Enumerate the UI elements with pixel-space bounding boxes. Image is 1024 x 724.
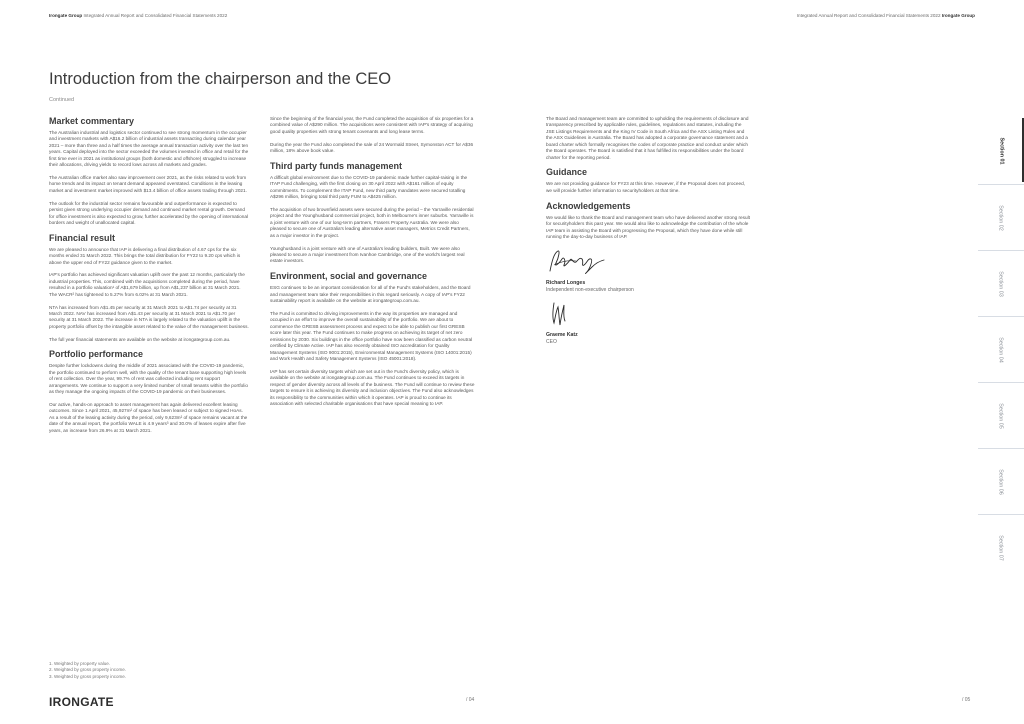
section-tab[interactable] — [978, 382, 1024, 448]
signature-richard-longes — [546, 247, 608, 277]
paragraph: IAP's portfolio has achieved significant valuation uplift over the past 12 months, particularly the industrial properties. This, combined with the acquisitions completed during the period, have resulted in a portfolio valuation¹ of A$1,679 billion, up from A$1,237 billion at 31 March 2021. The WACR² has tightened to 5.27% from 6.02% at 31 March 2021. — [49, 272, 245, 297]
paragraph: The Board and management team are committed to upholding the requirements of disclosure and transparency prescribed by applicable rules, guidelines, regulations and statutes, including the JSE Listings Requirements and the King IV Code in South Africa and the ASX Listing Rules and the ASX Guidelines in Australia. The Board has adopted a corporate governance statement and a board charter which formally recognises the codes of corporate practice and conduct under which the Board operates. The Board is satisfied that it has fulfilled its responsibilities under the board charter for the reporting period. — [546, 116, 749, 160]
paragraph: The Fund is committed to driving improvements in the way its properties are managed and occupied in an effort to improve the overall sustainability of the portfolio. We are about to commence the GRESB assessment process and expect to be able to publish our first GRESB score later this year. The Fund continues to make progress on achieving its target of net zero emissions by 2030. Six buildings in the office portfolio have now been classified as carbon neutral certified by Climate Active. IAP has also recently obtained ISO accreditation for Quality Management Systems (ISO 9001:2015), Environmental Management Systems (ISO 14001:2015) and Work Health and Safety Management Systems (ISO 45001:2018). — [270, 310, 473, 362]
header-left-text: Integrated Annual Report and Consolidated Financial Statements 2022 — [83, 13, 228, 18]
paragraph: The outlook for the industrial sector remains favourable and outperformance is expected to persist given strong underlying occupier demand and continued market rental growth. Demand for office investment is also expected to grow, further accelerated by the opening of international borders and weight of unallocated capital. — [49, 200, 248, 226]
column-1 — [49, 116, 249, 441]
footnote: 1. Weighted by property value. — [49, 661, 110, 666]
heading-third-party-funds: Third party funds management — [270, 160, 403, 171]
paragraph: The Australian industrial and logistics sector continued to see strong momentum in the occupier and investment markets with A$16.2 billion of industrial assets transacting during calendar year 2021 – more than three and a half times the average annual transaction activity over the last ten years. Capital deployed into the sector exceeded the volumes invested in office and retail for the first time ever in 2021 as institutional groups (both domestic and offshore) struggled to increase their allocations, driving yields to record lows across all markets and grades. — [49, 130, 249, 168]
heading-financial-result: Financial result — [49, 232, 116, 243]
footnotes — [49, 661, 126, 680]
section-tab-label: Section 05 — [998, 403, 1005, 429]
section-tab[interactable] — [978, 250, 1024, 316]
paragraph: We are pleased to announce that IAP is delivering a final distribution of 4.67 cps for the six months ended 31 March 2022. This brings the total distribution for FY22 to 9.20 cps which is above the upper end of FY22 guidance given to the market. — [49, 246, 241, 265]
header-left-brand: Irongate Group — [49, 13, 83, 18]
section-tab[interactable] — [978, 448, 1024, 514]
paragraph: Since the beginning of the financial year, the Fund completed the acquisition of six properties for a combined value of A$290 million. The acquisitions were consistent with IAP's strategy of acquiring good quality properties with strong tenant covenants and long lease terms. — [270, 116, 474, 134]
section-navigation — [978, 118, 1024, 580]
column-2 — [270, 116, 475, 414]
heading-acknowledgements: Acknowledgements — [546, 200, 631, 211]
section-tab-label: Section 06 — [998, 469, 1005, 495]
paragraph: NTA has increased from A$1.45 per security at 31 March 2021 to A$1.74 per security at 31 March 2022. NAV has increased from A$1.43 per security at 31 March 2021 to A$1.70 per security at 31 March 2022. The increase in NTA is largely related to the valuation uplift in the property portfolio offset by the intangible asset related to the value of the management business. — [49, 304, 249, 329]
signature-graeme-katz — [548, 299, 570, 329]
paragraph: During the year the Fund also completed the sale of 24 Wormald Street, Symonston ACT for A$36 million, 18% above book value. — [270, 141, 474, 154]
signatory-name: Graeme Katz — [546, 332, 578, 339]
heading-guidance: Guidance — [546, 167, 588, 178]
page-title: Introduction from the chairperson and the CEO — [49, 70, 392, 88]
signatory-role: CEO — [546, 339, 557, 346]
paragraph: IAP has set certain diversity targets which are set out in the Fund's diversity policy, which is available on the website at irongategroup.com.au. The Fund continues to exceed its targets in respect of gender diversity across all levels of the business. The Fund will continue to review these targets to ensure it is achieving its diversity and inclusion objectives. The Fund also acknowledges its responsibility to the communities within which it operates. IAP is proud to continue its association with selected charitable organisations that have special meaning to IAP. — [270, 368, 475, 407]
footnote: 3. Weighted by gross property income. — [49, 673, 126, 679]
footnote: 2. Weighted by gross property income. — [49, 667, 126, 673]
page-number-left: / 04 — [466, 697, 475, 703]
paragraph: The acquisition of two brownfield assets were secured during the period – the Yarraville residential project and the Younghusband commercial project, both in Melbourne's inner suburbs. Yarraville is a joint venture with one of our long-term partners, Frasers Property Australia. We were also pleased to secure one of Australia's leading alternative asset managers, Metrics Credit Partners, as a major investor in the project. — [270, 206, 474, 238]
section-tab-label: Section 07 — [998, 535, 1005, 561]
paragraph: We would like to thank the Board and management team who have delivered another strong result for securityholders this past year. We would also like to acknowledge the contribution of the whole IAP team in assisting the Board with progressing the Proposal, which they have done while still running the day-to-day business of IAP. — [546, 214, 750, 240]
page-number-right: / 05 — [962, 697, 971, 703]
column-3 — [546, 116, 751, 350]
page-subtitle: Continued — [49, 97, 75, 103]
section-tab[interactable] — [978, 184, 1024, 250]
section-tab-label: Section 01 — [998, 137, 1004, 165]
heading-esg: Environment, social and governance — [270, 271, 428, 282]
signatory-role: Independent non-executive chairperson — [546, 286, 634, 293]
paragraph: Our active, hands-on approach to asset management has again delivered excellent leasing outcomes. Since 1 April 2021, 45,927m² of space has been leased or subject to signed HoAs. As a result of the leasing activity during the period, only 9,623m² of space remains vacant at the date of the annual report, the portfolio WALE is 4.9 years³ and 30.0% of leases expire after five years, an increase from 26.9% at 31 March 2021. — [49, 401, 248, 433]
header-left — [49, 13, 227, 18]
header-right — [797, 13, 975, 18]
section-tab-label: Section 03 — [998, 271, 1005, 297]
irongate-logo: IRONGATE — [49, 695, 114, 709]
paragraph: The full year financial statements are available on the website at irongategroup.com.au. — [49, 336, 231, 342]
paragraph: We are not providing guidance for FY23 at this time. However, if the Proposal does not proceed, we will provide further information to securityholders at that time. — [546, 181, 745, 193]
paragraph: The Australian office market also saw improvement over 2021, as the risks related to work from home trends and its impact on tenant demand appeared overstated. Conditions in the leasing market and investment market improved with $13.4 billion of office assets trading through 2021. — [49, 175, 247, 193]
header-right-brand: Irongate Group — [941, 13, 975, 18]
paragraph: A difficult global environment due to the COVID-19 pandemic made further capital-raising in the ITAP Fund challenging, with the first closing on 30 April 2022 with A$161 million of equity commitments. To complement the ITAP Fund, new third party mandates were secured totalling A$296 million, bringing total third party FUM to A$425 million. — [270, 174, 468, 200]
paragraph: Despite further lockdowns during the middle of 2021 associated with the COVID-19 pandemic, the portfolio continued to perform well, with the quality of the tenant base supporting high levels of rent collection. Over the year, 99.7% of rent was collected including rent support arrangements. We continue to support a very limited number of small tenants within the portfolio as they manage the ongoing impacts of the COVID-19 pandemic on their businesses. — [49, 363, 248, 395]
heading-market-commentary: Market commentary — [49, 116, 135, 126]
section-tab[interactable] — [978, 316, 1024, 382]
paragraph: ESG continues to be an important consideration for all of the Fund's stakeholders, and the Board and management team take their responsibilities in this regard seriously. A copy of IAP's FY22 sustainability report is available on the website at irongategroup.com.au. — [270, 285, 471, 304]
section-tab-label: Section 04 — [998, 337, 1005, 363]
paragraph: Younghusband is a joint venture with one of Australia's leading builders, Built. We were also pleased to secure a major investment from Ivanhoe Cambridge, one of the world's largest real estate investors. — [270, 245, 465, 264]
header-right-text: Integrated Annual Report and Consolidated Financial Statements 2022 — [796, 13, 941, 18]
section-tab-label: Section 02 — [998, 205, 1005, 231]
heading-portfolio-performance: Portfolio performance — [49, 349, 144, 360]
section-tab[interactable] — [978, 118, 1024, 184]
signatory-name: Richard Longes — [546, 279, 586, 286]
section-tab[interactable] — [978, 514, 1024, 580]
